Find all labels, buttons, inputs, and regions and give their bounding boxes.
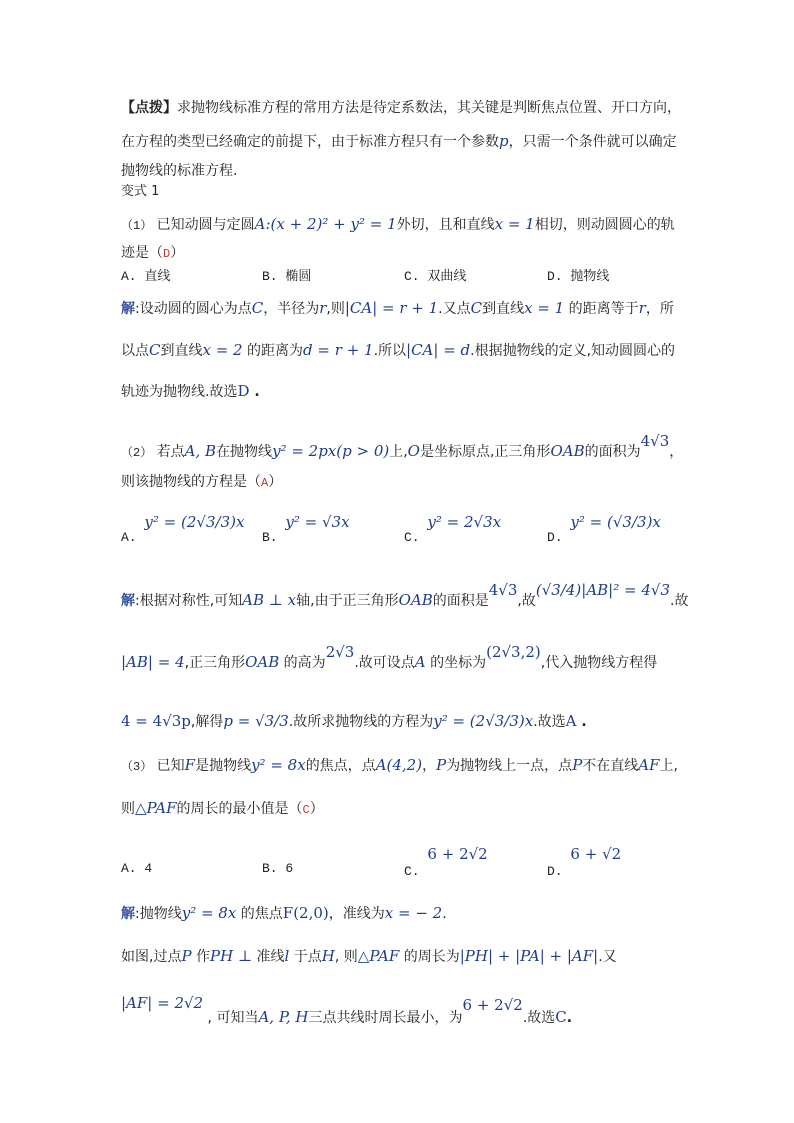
dianbo-line-2: 在方程的类型已经确定的前提下，由于标准方程只有一个参数p，只需一个条件就可以确定 <box>121 132 677 150</box>
q3-solution-line-3: |AF| = 2√2 , 可知当A, P, H三点共线时周长最小，为6 + 2√2.故选C. <box>121 994 573 1026</box>
q3-option-a: A. 4 <box>121 861 153 876</box>
q3-solution-line-1: 解:抛物线y² = 8x 的焦点F(2,0)，准线为x = − 2. <box>121 904 447 922</box>
q2-solution-line-2: |AB| = 4,正三角形OAB 的高为2√3.故可设点A 的坐标为(2√3,2),代入抛物线方程得 <box>121 643 658 671</box>
q1-solution-line-2: 以点C到直线x = 2 的距离为d = r + 1.所以|CA| = d.根据抛物线的定义,知动圆圆心的 <box>121 341 676 359</box>
q3-stem-line-2: 则△PAF的周长的最小值是（C） <box>121 799 324 817</box>
q1-answer: D <box>163 247 171 261</box>
q2-option-d: D. y² = (√3/3)x <box>547 513 661 545</box>
q2-solution-line-3: 4 = 4√3p,解得p = √3/3.故所求抛物线的方程为y² = (2√3/3)x.故选A . <box>121 712 587 730</box>
q2-stem-line-2: 则该抛物线的方程是（A） <box>121 474 283 490</box>
q1-stem-line-2: 迹是（D） <box>121 245 185 261</box>
q2-option-c: C. y² = 2√3x <box>404 513 502 545</box>
q1-stem-line-1: （1） 已知动圆与定圆A:(x + 2)² + y² = 1外切，且和直线x = 1相切，则动圆圆心的轨 <box>121 215 675 233</box>
q3-option-c: C. 6 + 2√2 <box>404 845 488 879</box>
q3-option-b: B. 6 <box>262 861 294 876</box>
q3-solution-line-2: 如图,过点P 作PH ⊥ 准线l 于点H, 则△PAF 的周长为|PH| + |PA| + |AF|.又 <box>121 947 617 965</box>
q2-option-a: A. y² = (2√3/3)x <box>121 513 245 545</box>
q1-option-c: C. 双曲线 <box>404 269 467 284</box>
q3-answer: C <box>302 803 310 817</box>
q2-answer: A <box>261 476 269 490</box>
dianbo-line-1: 【点拨】求抛物线标准方程的常用方法是待定系数法，其关键是判断焦点位置、开口方向， <box>121 100 681 116</box>
q2-solution-line-1: 解:根据对称性,可知AB ⊥ x轴,由于正三角形OAB的面积是4√3,故(√3/4)|AB|² = 4√3.故 <box>121 581 689 609</box>
dianbo-tag: 【点拨】 <box>121 100 177 116</box>
q1-option-b: B. 椭圆 <box>262 269 312 284</box>
q1-option-a: A. 直线 <box>121 269 171 284</box>
q1-solution-line-1: 解:设动圆的圆心为点C，半径为r,则|CA| = r + 1.又点C到直线x = 1 的距离等于r，所 <box>121 299 674 317</box>
q1-option-d: D. 抛物线 <box>547 269 610 284</box>
variant-title: 变式 1 <box>121 184 160 199</box>
q2-option-b: B. y² = √3x <box>262 513 350 545</box>
q3-option-d: D. 6 + √2 <box>547 845 622 879</box>
q3-stem-line-1: （3） 已知F是抛物线y² = 8x的焦点，点A(4,2)，P为抛物线上一点，点P不在直线AF上, <box>121 756 678 774</box>
q1-solution-line-3: 轨迹为抛物线.故选D . <box>121 382 260 400</box>
dianbo-line-3: 抛物线的标准方程. <box>121 163 238 179</box>
q2-stem-line-1: （2） 若点A, B在抛物线y² = 2px(p > 0)上,O是坐标原点,正三角形OAB的面积为4√3， <box>121 432 684 460</box>
